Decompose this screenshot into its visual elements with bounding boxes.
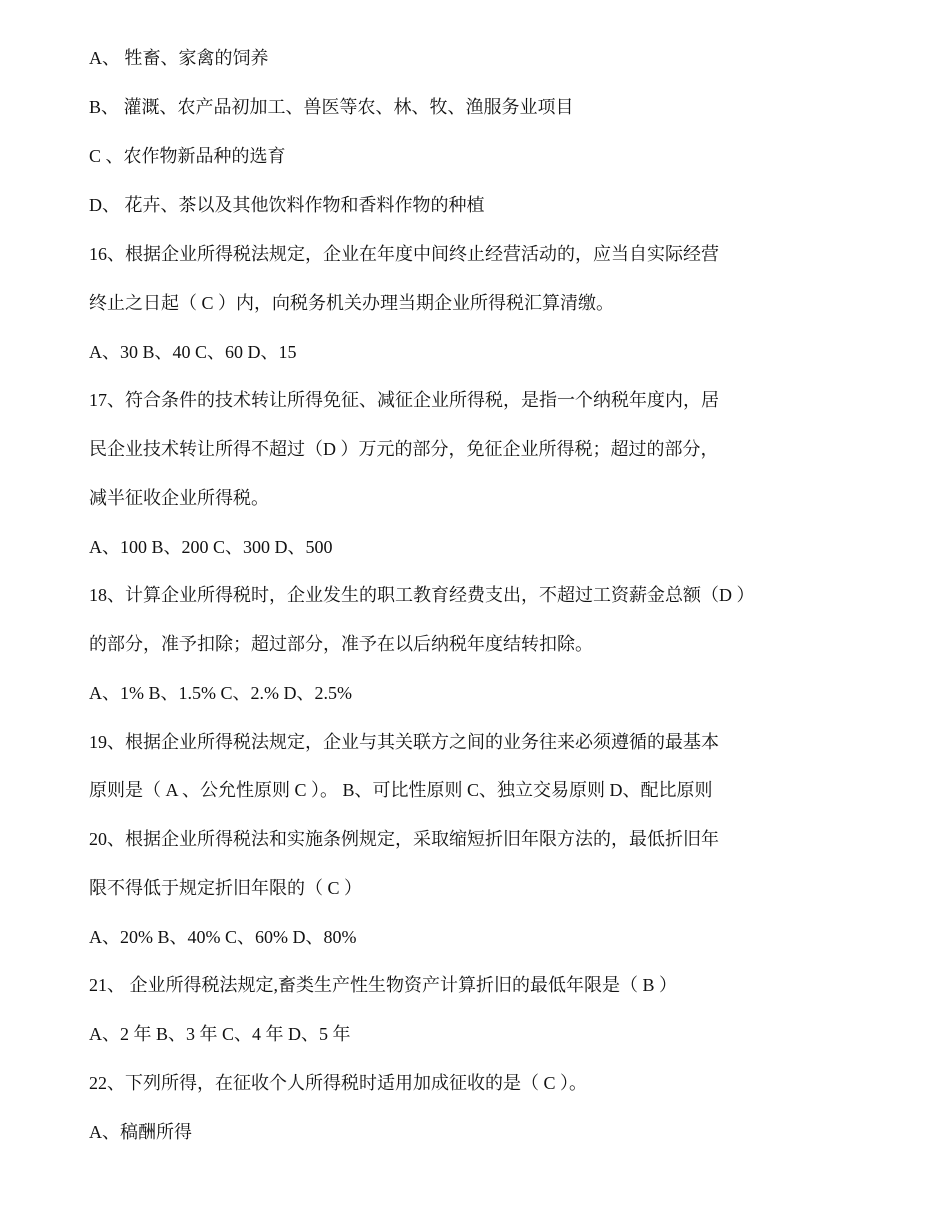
- option-line-d-flowers-tea: D、 花卉、茶以及其他饮料作物和香料作物的种植: [89, 195, 485, 215]
- question-16-options: A、30 B、40 C、60 D、15: [89, 342, 297, 362]
- question-21-options: A、2 年 B、3 年 C、4 年 D、5 年: [89, 1024, 351, 1044]
- question-20-line-1: 20、根据企业所得税法和实施条例规定，采取缩短折旧年限方法的，最低折旧年: [89, 829, 719, 849]
- question-19-line-2: 原则是（ A 、公允性原则 C ）。 B、可比性原则 C、独立交易原则 D、配比原则: [89, 780, 713, 800]
- question-16-line-1: 16、根据企业所得税法规定，企业在年度中间终止经营活动的，应当自实际经营: [89, 244, 719, 264]
- question-18-line-2: 的部分，准予扣除；超过部分，准予在以后纳税年度结转扣除。: [89, 634, 593, 654]
- question-21-line-1: 21、 企业所得税法规定,畜类生产性生物资产计算折旧的最低年限是（ B ）: [89, 975, 678, 995]
- question-16-line-2: 终止之日起（ C ）内，向税务机关办理当期企业所得税汇算清缴。: [89, 293, 615, 313]
- question-22-line-1: 22、下列所得，在征收个人所得税时适用加成征收的是（ C ）。: [89, 1073, 588, 1093]
- option-line-c-breeding: C 、农作物新品种的选育: [89, 146, 286, 166]
- question-17-line-2: 民企业技术转让所得不超过（D ）万元的部分，免征企业所得税；超过的部分，: [89, 439, 719, 459]
- question-22-option-a: A、稿酬所得: [89, 1122, 192, 1142]
- question-17-line-3: 减半征收企业所得税。: [89, 488, 269, 508]
- question-20-line-2: 限不得低于规定折旧年限的（ C ）: [89, 878, 363, 898]
- question-17-options: A、100 B、200 C、300 D、500: [89, 537, 333, 557]
- option-line-a-livestock: A、 牲畜、家禽的饲养: [89, 48, 269, 68]
- question-18-line-1: 18、计算企业所得税时，企业发生的职工教育经费支出，不超过工资薪金总额（D ）: [89, 585, 755, 605]
- question-20-options: A、20% B、40% C、60% D、80%: [89, 927, 357, 947]
- question-18-options: A、1% B、1.5% C、2.% D、2.5%: [89, 683, 352, 703]
- question-19-line-1: 19、根据企业所得税法规定，企业与其关联方之间的业务往来必须遵循的最基本: [89, 732, 719, 752]
- question-17-line-1: 17、符合条件的技术转让所得免征、减征企业所得税，是指一个纳税年度内，居: [89, 390, 719, 410]
- option-line-b-services: B、 灌溉、农产品初加工、兽医等农、林、牧、渔服务业项目: [89, 97, 574, 117]
